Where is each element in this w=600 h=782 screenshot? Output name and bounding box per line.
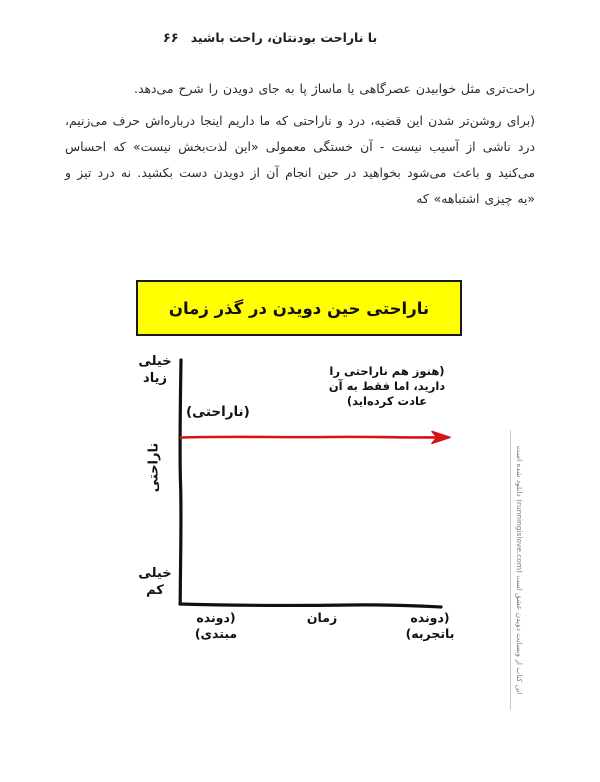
x-axis-line	[180, 604, 441, 607]
paragraph-2: (برای روشن‌تر شدن این قضیه، درد و ناراحتی که ما داریم اینجا درباره‌اش حرف می‌زنیم، درد ناشی از آسیب نیست - آن خستگی معمولی «این لذت‌بخش نیست» که احساس می‌کنید و باعث می‌شود بخواهید در حین انجام آن از دویدن دست بکشید. نه درد تیز و «یه چیزی اشتباهه» که	[65, 113, 535, 206]
chart-title: ناراحتی حین دویدن در گذر زمان	[168, 298, 430, 318]
chart-annotation: (هنوز هم ناراحتی را دارید، اما فقط به آن عادت کرده‌اید)	[328, 364, 446, 408]
body-text-block	[65, 76, 535, 214]
page-header-title: با ناراحت بودنتان، راحت باشید	[190, 30, 378, 45]
y-axis-bottom-label: خیلی کم	[138, 566, 172, 598]
paragraph-1: راحت‌تری مثل خوابیدن عصرگاهی یا ماساژ پا به جای دویدن را شرح می‌دهد.	[134, 81, 535, 96]
y-axis-line	[180, 360, 181, 604]
margin-source-note: این کتاب از وبسایت دویدن عشق است (runningislove.com) دانلود شده است	[510, 430, 525, 710]
y-axis-title: ناراحتی	[146, 442, 162, 493]
x-axis-right-label: (دونده باتجربه)	[405, 610, 455, 641]
page-header	[40, 30, 560, 46]
x-axis-left-label: (دونده مبتدی)	[194, 610, 238, 641]
y-axis-top-label: خیلی زیاد	[138, 354, 172, 386]
x-axis-title: زمان	[306, 610, 338, 625]
series-label-discomfort: (ناراحتی)	[186, 404, 250, 420]
page-number: ۶۶	[162, 31, 179, 46]
discomfort-trend-line	[181, 437, 438, 438]
